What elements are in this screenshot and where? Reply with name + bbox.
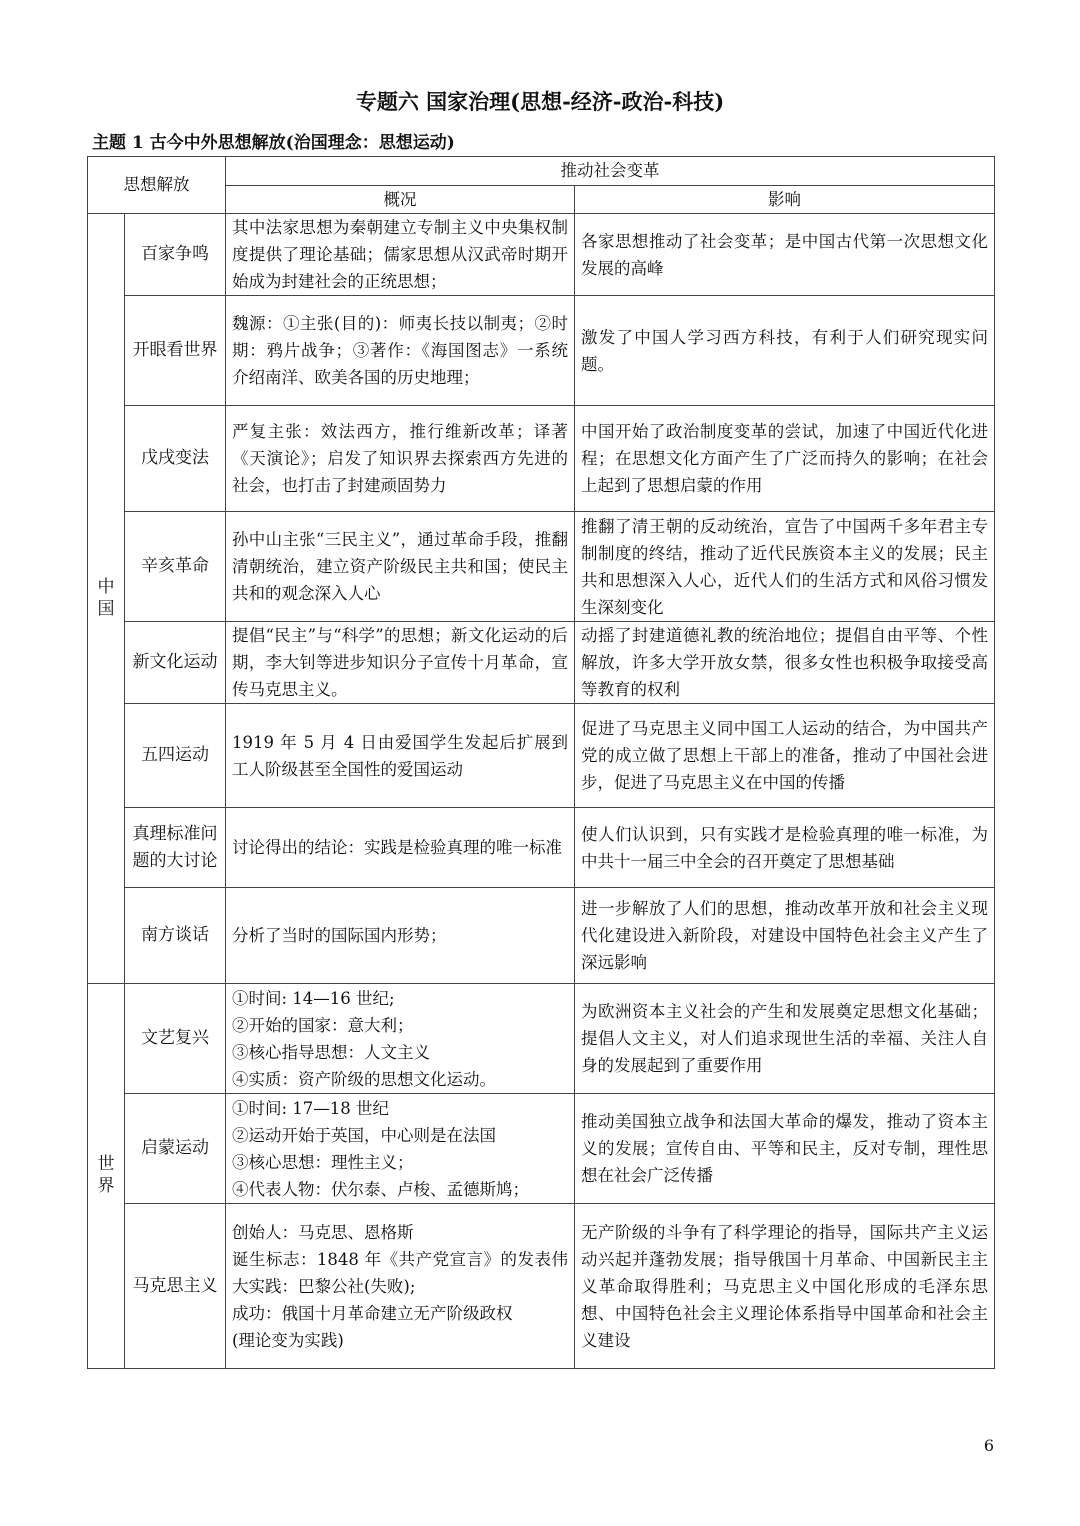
section-subtitle: 主题 1 古今中外思想解放(治国理念：思想运动) bbox=[92, 133, 455, 153]
overview-text: 分析了当时的国际国内形势； bbox=[232, 926, 447, 945]
overview-text: ②运动开始于英国，中心则是在法国 bbox=[232, 1125, 496, 1145]
overview-cell bbox=[226, 406, 575, 512]
overview-text: ④代表人物：伏尔泰、卢梭、孟德斯鸠； bbox=[232, 1179, 529, 1199]
table-row bbox=[88, 984, 995, 1094]
table-row bbox=[88, 406, 995, 512]
impact-text: 中国开始了政治制度变革的尝试，加速了中国近代化进程；在思想文化方面产生了广泛而持久的影响；在社会上起到了思想启蒙的作用 bbox=[581, 422, 988, 495]
overview-cell bbox=[226, 1094, 575, 1204]
region-cell bbox=[88, 984, 125, 1369]
overview-text: 成功：俄国十月革命建立无产阶级政权 bbox=[232, 1303, 513, 1323]
impact-text: 促进了马克思主义同中国工人运动的结合，为中国共产党的成立做了思想上干部上的准备，推动了中国社会进步，促进了马克思主义在中国的传播 bbox=[581, 719, 988, 792]
overview-text: 1919 年 5 月 4 日由爱国学生发起后扩展到工人阶级甚至全国性的爱国运动 bbox=[232, 732, 568, 779]
impact-text: 激发了中国人学习西方科技，有利于人们研究现实问题。 bbox=[581, 327, 988, 374]
topic-cell: 真理标准问题的大讨论 bbox=[125, 808, 226, 888]
impact-text: 无产阶级的斗争有了科学理论的指导，国际共产主义运动兴起并蓬勃发展；指导俄国十月革命、中国新民主主义革命取得胜利；马克思主义中国化形成的毛泽东思想、中国特色社会主义理论体系指导中国革命和社会主义建设 bbox=[581, 1222, 988, 1350]
region-label: 世界 bbox=[97, 1154, 115, 1196]
topic-cell: 启蒙运动 bbox=[125, 1094, 226, 1204]
table-row bbox=[88, 888, 995, 984]
topic-cell: 文艺复兴 bbox=[125, 984, 226, 1094]
overview-cell bbox=[226, 1204, 575, 1369]
table-row bbox=[88, 808, 995, 888]
region-cell bbox=[88, 214, 125, 984]
impact-cell bbox=[575, 214, 995, 296]
overview-text: 魏源：①主张(目的)：师夷长技以制夷；②时期：鸦片战争；③著作：《海国图志》一系统介绍南洋、欧美各国的历史地理； bbox=[232, 314, 568, 387]
impact-text: 推动美国独立战争和法国大革命的爆发，推动了资本主义的发展；宣传自由、平等和民主，反对专制，理性思想在社会广泛传播 bbox=[581, 1112, 988, 1185]
overview-cell bbox=[226, 808, 575, 888]
impact-cell bbox=[575, 406, 995, 512]
impact-cell bbox=[575, 1204, 995, 1369]
topic-cell: 百家争鸣 bbox=[125, 214, 226, 296]
topic-cell: 辛亥革命 bbox=[125, 512, 226, 622]
header-overview: 概况 bbox=[226, 186, 575, 214]
impact-cell bbox=[575, 808, 995, 888]
topic-cell: 南方谈话 bbox=[125, 888, 226, 984]
impact-cell bbox=[575, 704, 995, 808]
impact-cell bbox=[575, 296, 995, 406]
header-impact: 影响 bbox=[575, 186, 995, 214]
overview-text: ②开始的国家：意大利； bbox=[232, 1015, 414, 1035]
impact-text: 进一步解放了人们的思想，推动改革开放和社会主义现代化建设进入新阶段，对建设中国特色社会主义产生了深远影响 bbox=[581, 899, 988, 972]
table-row bbox=[88, 512, 995, 622]
impact-text: 为欧洲资本主义社会的产生和发展奠定思想文化基础；提倡人文主义，对人们追求现世生活的幸福、关注人自身的发展起到了重要作用 bbox=[581, 1002, 988, 1075]
topic-cell: 五四运动 bbox=[125, 704, 226, 808]
overview-cell bbox=[226, 512, 575, 622]
overview-cell bbox=[226, 214, 575, 296]
overview-text: 创始人：马克思、恩格斯 bbox=[232, 1222, 414, 1242]
overview-text: 讨论得出的结论：实践是检验真理的唯一标准 bbox=[232, 838, 562, 857]
overview-text: ①时间: 14—16 世纪; bbox=[232, 988, 395, 1008]
overview-text: ①时间: 17—18 世纪 bbox=[232, 1098, 390, 1118]
impact-cell bbox=[575, 622, 995, 704]
overview-text: ③核心指导思想：人文主义 bbox=[232, 1042, 430, 1062]
overview-text: (理论变为实践) bbox=[232, 1330, 344, 1350]
overview-cell bbox=[226, 888, 575, 984]
table-row bbox=[88, 622, 995, 704]
topic-cell: 戊戌变法 bbox=[125, 406, 226, 512]
impact-text: 推翻了清王朝的反动统治，宣告了中国两千多年君主专制制度的终结，推动了近代民族资本主义的发展；民主共和思想深入人心，近代人们的生活方式和风俗习惯发生深刻变化 bbox=[581, 516, 988, 617]
overview-text: 其中法家思想为秦朝建立专制主义中央集权制度提供了理论基础；儒家思想从汉武帝时期开始成为封建社会的正统思想； bbox=[232, 218, 568, 291]
overview-cell bbox=[226, 296, 575, 406]
table-row bbox=[88, 1094, 995, 1204]
table-row bbox=[88, 1204, 995, 1369]
impact-cell bbox=[575, 888, 995, 984]
impact-cell bbox=[575, 512, 995, 622]
overview-text: ④实质：资产阶级的思想文化运动。 bbox=[232, 1069, 496, 1089]
page-title: 专题六 国家治理(思想-经济-政治-科技) bbox=[355, 89, 725, 114]
region-label: 中国 bbox=[97, 576, 115, 619]
impact-text: 使人们认识到，只有实践才是检验真理的唯一标准，为中共十一届三中全会的召开奠定了思想基础 bbox=[581, 824, 988, 871]
topic-cell: 马克思主义 bbox=[125, 1204, 226, 1369]
page-number: 6 bbox=[983, 1436, 994, 1455]
overview-cell bbox=[226, 984, 575, 1094]
header-thought-liberation: 思想解放 bbox=[88, 157, 226, 214]
overview-text: 诞生标志：1848 年《共产党宣言》的发表伟大实践：巴黎公社(失败); bbox=[232, 1249, 568, 1296]
table-row bbox=[88, 214, 995, 296]
topic-cell: 开眼看世界 bbox=[125, 296, 226, 406]
impact-cell bbox=[575, 984, 995, 1094]
overview-text: ③核心思想：理性主义； bbox=[232, 1152, 414, 1172]
table-row bbox=[88, 704, 995, 808]
overview-text: 孙中山主张“三民主义”，通过革命手段，推翻清朝统治，建立资产阶级民主共和国；使民主共和的观念深入人心 bbox=[232, 530, 568, 603]
content-table bbox=[87, 156, 995, 1369]
impact-text: 各家思想推动了社会变革；是中国古代第一次思想文化发展的高峰 bbox=[581, 231, 988, 278]
topic-cell: 新文化运动 bbox=[125, 622, 226, 704]
overview-text: 严复主张：效法西方，推行维新改革；译著《天演论》；启发了知识界去探索西方先进的社会，也打击了封建顽固势力 bbox=[232, 422, 568, 495]
header-social-change: 推动社会变革 bbox=[226, 157, 995, 186]
overview-cell bbox=[226, 704, 575, 808]
overview-text: 提倡“民主”与“科学”的思想；新文化运动的后期，李大钊等进步知识分子宣传十月革命，宣传马克思主义。 bbox=[232, 626, 568, 699]
overview-cell bbox=[226, 622, 575, 704]
impact-cell bbox=[575, 1094, 995, 1204]
table-row bbox=[88, 296, 995, 406]
impact-text: 动摇了封建道德礼教的统治地位；提倡自由平等、个性解放，许多大学开放女禁，很多女性也积极争取接受高等教育的权利 bbox=[581, 626, 988, 699]
